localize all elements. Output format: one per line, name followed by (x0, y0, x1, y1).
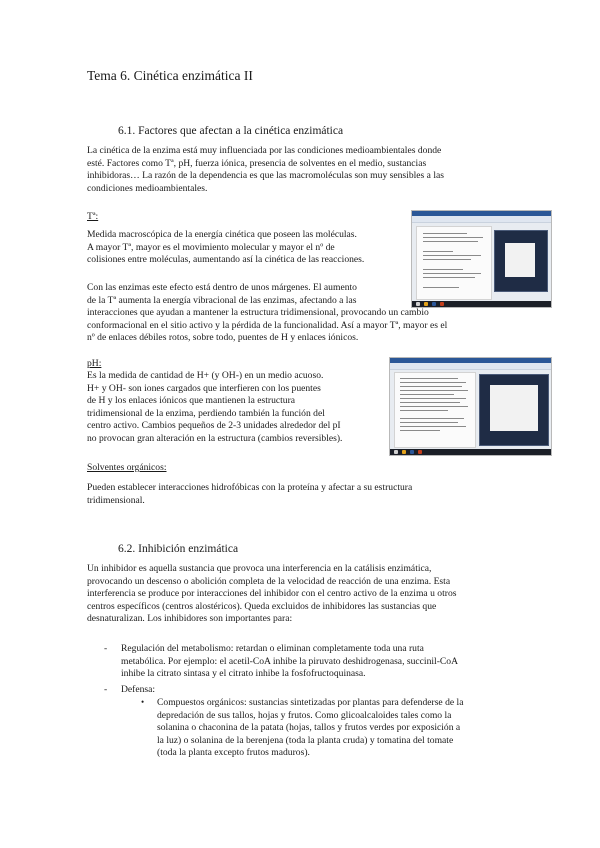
intro-line: condiciones medioambientales. (87, 182, 208, 194)
sublist-line: (toda la planta excepto frutos maduros). (157, 747, 310, 759)
list-item-line: metabólica. Por ejemplo: el acetil-CoA inhibe la piruvato deshidrogenasa, succinil-CoA (121, 655, 459, 667)
list-item-line: Regulación del metabolismo: retardan o eliminan completamente toda una ruta (121, 643, 424, 654)
solvents-line: tridimensional. (87, 494, 145, 506)
ph-line: de H y los enlaces iónicos que mantienen la estructura (87, 395, 296, 407)
ph-line: centro activo. Cambios pequeños de 2-3 unidades alrededor del pI (87, 420, 341, 432)
sublist-line: solanina o chaconina de la patata (hojas, tallos y frutos verdes por exposición a (157, 722, 461, 734)
solvents-label: Solventes orgánicos: (87, 462, 167, 473)
ph-line: no provocan gran alteración en la estructura (cambios reversibles). (87, 432, 343, 444)
screenshot-image-2 (389, 357, 552, 456)
list-marker: - (104, 684, 108, 695)
list-marker: - (104, 643, 108, 654)
ph-paragraph (87, 370, 387, 446)
solvents-line: Pueden establecer interacciones hidrofóbicas con la proteína y afectar a su estructura (87, 482, 413, 493)
inhib-intro-line: desnaturalizan. Los inhibidores son importantes para: (87, 613, 293, 625)
sublist-item-organic-compounds (157, 697, 517, 760)
list-item-regulation (121, 643, 513, 681)
temp-line: colisiones entre moléculas, aumentando así la cinética de las reacciones. (87, 254, 365, 266)
section-1-heading: 6.1. Factores que afectan a la cinética enzimática (118, 125, 344, 137)
list-item-defense (121, 684, 155, 697)
inhib-intro-line: provocando un descenso o abolición completa de la velocidad de reacción de una enzima. Esta (87, 575, 451, 587)
intro-line: esté. Factores como Tª, pH, fuerza iónica, presencia de solventes en el medio, sustancias (87, 157, 427, 169)
ph-line: H+ y OH- son iones cargados que interfieren con los puentes (87, 382, 321, 394)
temperature-label: Tª: (87, 211, 99, 222)
inhib-intro-line: Un inhibidor es aquella sustancia que provoca una interferencia en la catálisis enzimática, (87, 563, 432, 574)
sublist-line: Compuestos orgánicos: sustancias sintetizadas por plantas para defenderse de la (157, 697, 464, 708)
inhib-intro-line: interferencia se produce por interacciones del inhibidor con el centro activo de la enzima u otros (87, 588, 457, 600)
temp-line: A mayor Tª, mayor es el movimiento molecular y mayor el nº de (87, 241, 335, 253)
page-title: Tema 6. Cinética enzimática II (87, 68, 253, 83)
section-1-intro (87, 145, 507, 195)
sublist-line: la luz) o solanina de la berenjena (toda la planta cruda) y tomatina del tomate (157, 734, 454, 746)
temp-line: Medida macroscópica de la energía cinética que poseen las moléculas. (87, 229, 357, 240)
solvents-paragraph (87, 482, 507, 507)
intro-line: La cinética de la enzima está muy influenciada por las condiciones medioambientales donde (87, 145, 442, 156)
temp2-line: de la Tª aumenta la energía vibracional de las enzimas, afectando a las (87, 294, 357, 306)
section-2-heading: 6.2. Inhibición enzimática (118, 543, 239, 555)
inhib-intro-line: centros específicos (centros alostéricos). Queda excluidos de inhibidores las sustancias que (87, 600, 437, 612)
temperature-paragraph (87, 229, 407, 267)
intro-line: inhibidoras… La razón de la dependencia es que las macromoléculas son muy sensibles a las (87, 170, 444, 182)
temp2-line: nº de enlaces débiles rotos, sobre todo, puentes de H y enlaces iónicos. (87, 332, 359, 344)
temp2-line: interacciones que ayudan a mantener la estructura tridimensional, provocando un cambio (87, 307, 429, 319)
ph-line: Es la medida de cantidad de H+ (y OH-) en un medio acuoso. (87, 370, 324, 381)
ph-line: tridimensional de la enzima, perdiendo también la función del (87, 407, 325, 419)
temp2-line: conformacional en el sitio activo y la pérdida de la funcionalidad. Así a mayor Tª, mayor es el (87, 319, 448, 331)
list-item-line: inhibe la citrato sintasa y el citrato inhibe la fosfofructoquinasa. (121, 668, 366, 680)
list-item-line: Defensa: (121, 684, 156, 695)
temp2-line: Con las enzimas este efecto está dentro de unos márgenes. El aumento (87, 282, 357, 293)
ph-label: pH: (87, 358, 102, 369)
sublist-line: depredación de sus tallos, hojas y frutos. Como glicoalcaloides tales como la (157, 709, 452, 721)
temperature-paragraph-2 (87, 282, 507, 345)
section-2-intro (87, 563, 507, 626)
sublist-bullet: • (141, 697, 145, 707)
